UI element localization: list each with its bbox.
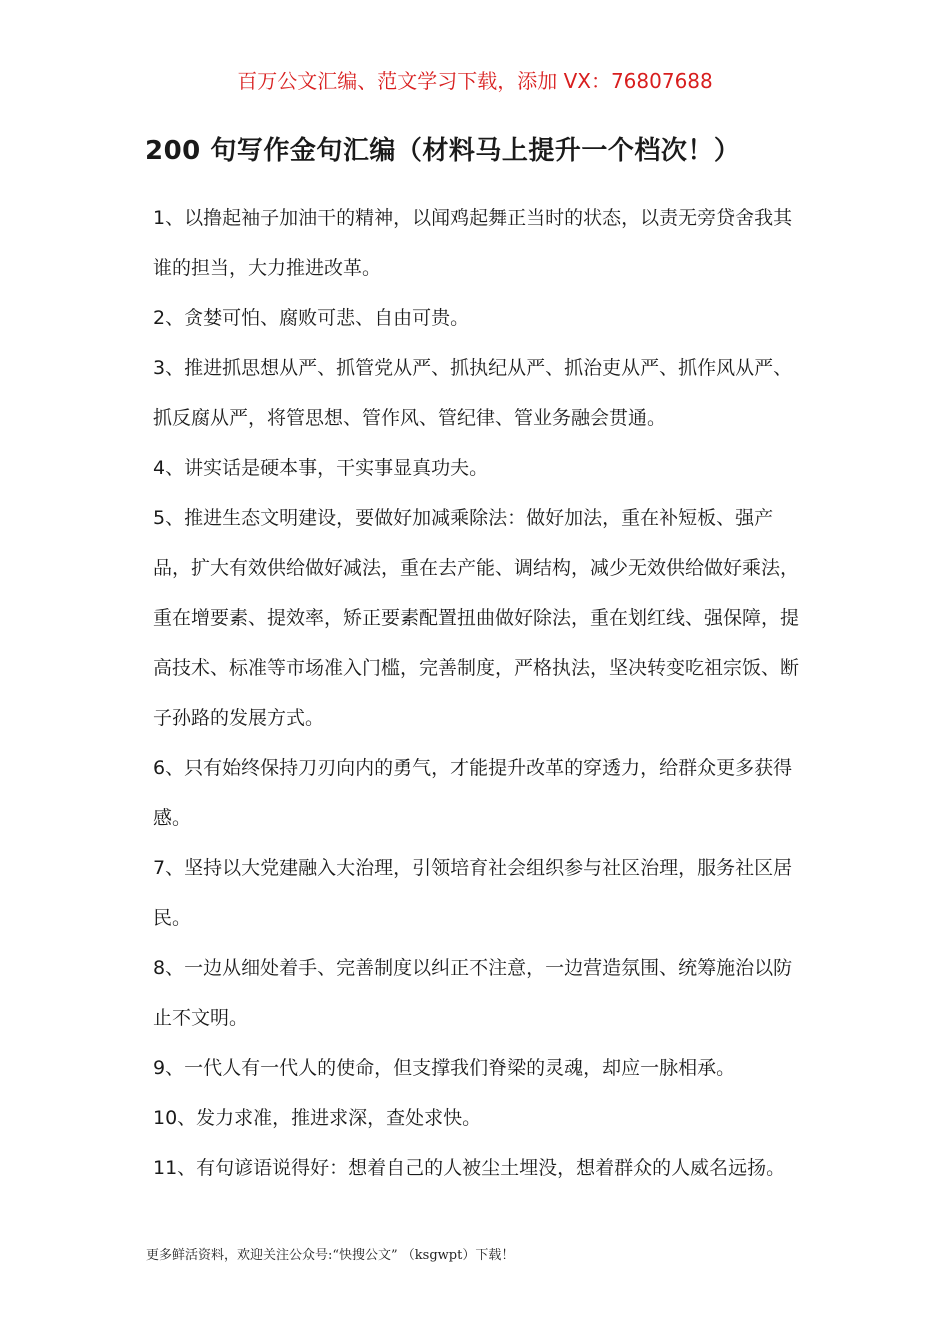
list-item: 7、坚持以大党建融入大治理，引领培育社会组织参与社区治理，服务社区居民。 xyxy=(153,857,793,929)
document-body xyxy=(153,193,803,1193)
list-item: 8、一边从细处着手、完善制度以纠正不注意，一边营造氛围、统筹施治以防止不文明。 xyxy=(153,957,793,1029)
promo-header: 百万公文汇编、范文学习下载，添加 VX：76807688 xyxy=(237,69,713,93)
document-title: 200 句写作金句汇编（材料马上提升一个档次！） xyxy=(145,136,741,166)
list-item: 11、有句谚语说得好：想着自己的人被尘土埋没，想着群众的人威名远扬。 xyxy=(153,1157,786,1179)
list-item: 6、只有始终保持刀刃向内的勇气，才能提升改革的穿透力，给群众更多获得感。 xyxy=(153,757,793,829)
list-item: 2、贪婪可怕、腐败可悲、自由可贵。 xyxy=(153,307,470,329)
list-item: 5、推进生态文明建设，要做好加减乘除法：做好加法，重在补短板、强产品，扩大有效供给做好减法，重在去产能、调结构，减少无效供给做好乘法，重在增要素、提效率，矫正要素配置扭曲做好除法，重在划红线、强保障，提高技术、标准等市场准入门槛，完善制度，严格执法，坚决转变吃祖宗饭、断子孙路的发展方式。 xyxy=(153,507,800,729)
footer-note: 更多鲜活资料，欢迎关注公众号:“快搜公文” （ksgwpt）下载！ xyxy=(146,1248,515,1263)
list-item: 1、以撸起袖子加油干的精神，以闻鸡起舞正当时的状态，以责无旁贷舍我其谁的担当，大力推进改革。 xyxy=(153,207,793,279)
list-item: 4、讲实话是硬本事，干实事显真功夫。 xyxy=(153,457,489,479)
list-item: 3、推进抓思想从严、抓管党从严、抓执纪从严、抓治吏从严、抓作风从严、抓反腐从严，将管思想、管作风、管纪律、管业务融会贯通。 xyxy=(153,357,793,429)
list-item: 9、一代人有一代人的使命，但支撑我们脊梁的灵魂，却应一脉相承。 xyxy=(153,1057,736,1079)
list-item: 10、发力求准，推进求深，查处求快。 xyxy=(153,1107,482,1129)
